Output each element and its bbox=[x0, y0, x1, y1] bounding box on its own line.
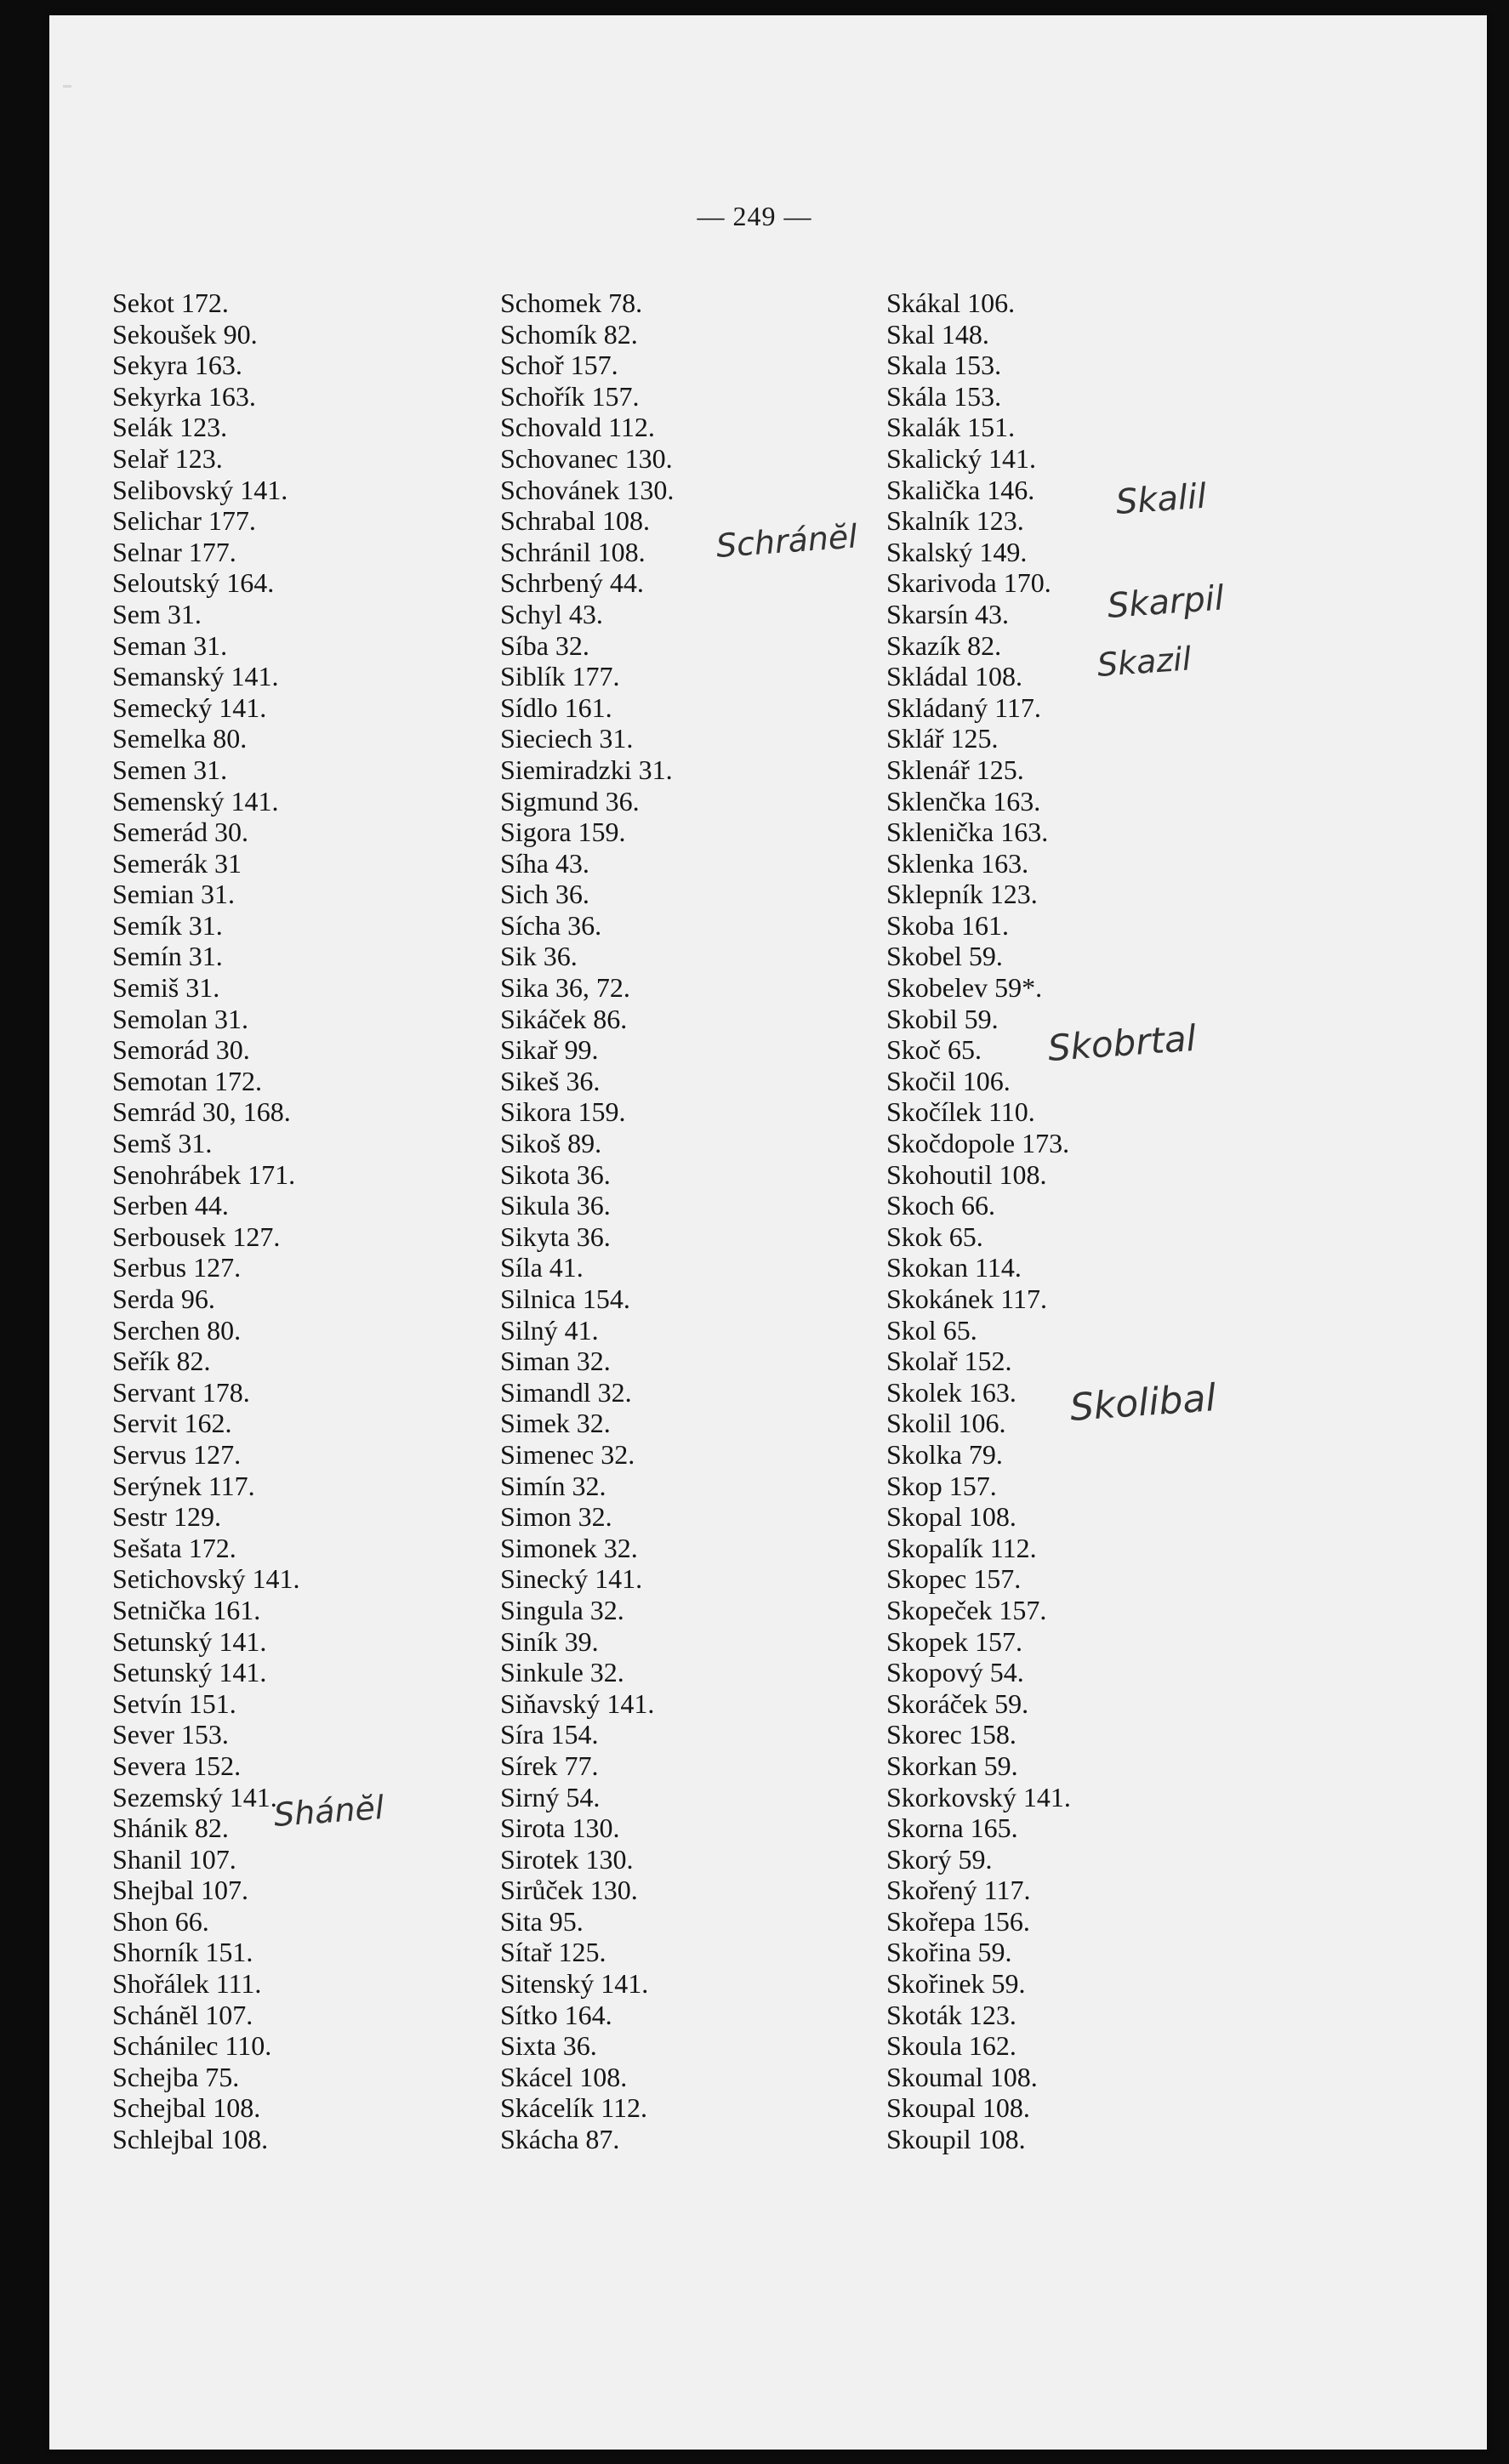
surname-entry: Skoula 162. bbox=[886, 2030, 1016, 2062]
surname-entry: Setvín 151. bbox=[112, 1687, 236, 1719]
surname-entry: Sikula 36. bbox=[500, 1190, 611, 1221]
surname-entry: Skořina 59. bbox=[886, 1937, 1012, 1968]
surname-entry: Simín 32. bbox=[500, 1470, 606, 1501]
surname-entry: Sich 36. bbox=[500, 879, 589, 910]
surname-entry: Shejbal 107. bbox=[112, 1875, 248, 1906]
surname-entry: Simenec 32. bbox=[500, 1438, 635, 1470]
surname-entry: Skorkovský 141. bbox=[886, 1781, 1071, 1812]
handwritten-note-skazil: Skazil bbox=[1096, 640, 1193, 684]
surname-entry: Shanil 107. bbox=[112, 1843, 236, 1875]
surname-entry: Seřík 82. bbox=[112, 1346, 211, 1377]
surname-entry: Schánĕl 107. bbox=[112, 1999, 253, 2030]
surname-entry: Shon 66. bbox=[112, 1905, 209, 1937]
surname-entry: Sika 36, 72. bbox=[500, 972, 630, 1004]
surname-entry: Sieciech 31. bbox=[500, 723, 634, 754]
surname-entry: Silný 41. bbox=[500, 1314, 599, 1346]
surname-entry: Simon 32. bbox=[500, 1501, 612, 1533]
surname-entry: Skorkan 59. bbox=[886, 1750, 1018, 1781]
surname-entry: Sikoš 89. bbox=[500, 1128, 602, 1159]
surname-entry: Sítko 164. bbox=[500, 1999, 612, 2030]
surname-entry: Skokan 114. bbox=[886, 1252, 1022, 1283]
surname-entry: Sinecký 141. bbox=[500, 1563, 643, 1595]
surname-entry: Skopeček 157. bbox=[886, 1594, 1047, 1625]
surname-entry: Skorec 158. bbox=[886, 1719, 1016, 1750]
surname-column-2 bbox=[500, 287, 674, 2155]
surname-entry: Sinkule 32. bbox=[500, 1657, 624, 1688]
surname-entry: Sikař 99. bbox=[500, 1034, 599, 1066]
surname-entry: Shorník 151. bbox=[112, 1937, 253, 1968]
surname-entry: Sírek 77. bbox=[500, 1750, 599, 1781]
surname-entry: Schánilec 110. bbox=[112, 2030, 272, 2062]
handwritten-note-skobrtal: Skobrtal bbox=[1046, 1016, 1198, 1069]
handwritten-note-schranel: Schránĕl bbox=[715, 517, 859, 565]
surname-entry: Sixta 36. bbox=[500, 2030, 597, 2062]
surname-entry: Sikyta 36. bbox=[500, 1221, 611, 1252]
surname-entry: Sklář 125. bbox=[886, 723, 999, 754]
surname-entry: Siemiradzki 31. bbox=[500, 754, 673, 785]
surname-entry: Schyl 43. bbox=[500, 598, 603, 629]
surname-entry: Siblík 177. bbox=[500, 661, 620, 692]
surname-entry: Skočílek 110. bbox=[886, 1096, 1035, 1128]
surname-entry: Semotan 172. bbox=[112, 1065, 262, 1096]
handwritten-note-skolibal: Skolibal bbox=[1068, 1376, 1218, 1430]
surname-entry: Síba 32. bbox=[500, 629, 589, 661]
surname-entry: Sekyra 163. bbox=[112, 350, 242, 381]
surname-entry: Serbousek 127. bbox=[112, 1221, 281, 1252]
surname-entry: Skopový 54. bbox=[886, 1657, 1024, 1688]
surname-entry: Skalník 123. bbox=[886, 505, 1024, 537]
surname-entry: Sikeš 36. bbox=[500, 1065, 601, 1096]
surname-entry: Sícha 36. bbox=[500, 909, 602, 941]
surname-entry: Singula 32. bbox=[500, 1594, 624, 1625]
surname-entry: Sik 36. bbox=[500, 941, 578, 972]
surname-entry: Sirota 130. bbox=[500, 1812, 620, 1844]
surname-entry: Skákal 106. bbox=[886, 287, 1016, 318]
surname-entry: Sever 153. bbox=[112, 1719, 229, 1750]
surname-entry: Sikota 36. bbox=[500, 1158, 611, 1190]
surname-entry: Serda 96. bbox=[112, 1283, 215, 1314]
surname-entry: Selnar 177. bbox=[112, 536, 236, 567]
surname-entry: Severa 152. bbox=[112, 1750, 242, 1781]
surname-entry: Síha 43. bbox=[500, 847, 589, 879]
surname-entry: Simek 32. bbox=[500, 1408, 611, 1439]
surname-entry: Skop 157. bbox=[886, 1470, 997, 1501]
surname-entry: Sekot 172. bbox=[112, 287, 229, 318]
surname-entry: Skořepa 156. bbox=[886, 1905, 1030, 1937]
surname-entry: Setnička 161. bbox=[112, 1594, 261, 1625]
surname-entry: Síla 41. bbox=[500, 1252, 584, 1283]
surname-entry: Selák 123. bbox=[112, 412, 228, 443]
surname-entry: Skarivoda 170. bbox=[886, 567, 1051, 599]
surname-entry: Seman 31. bbox=[112, 629, 228, 661]
surname-entry: Servit 162. bbox=[112, 1408, 232, 1439]
surname-entry: Sešata 172. bbox=[112, 1532, 236, 1563]
surname-entry: Silnica 154. bbox=[500, 1283, 630, 1314]
surname-entry: Skoumal 108. bbox=[886, 2061, 1038, 2092]
surname-entry: Semerád 30. bbox=[112, 817, 248, 848]
surname-entry: Setichovský 141. bbox=[112, 1563, 300, 1595]
surname-entry: Skořinek 59. bbox=[886, 1968, 1026, 2000]
surname-entry: Schrabal 108. bbox=[500, 505, 650, 537]
surname-entry: Schejbal 108. bbox=[112, 2092, 261, 2124]
surname-entry: Skála 153. bbox=[886, 380, 1002, 412]
surname-entry: Skopalík 112. bbox=[886, 1532, 1037, 1563]
surname-entry: Siník 39. bbox=[500, 1625, 599, 1657]
surname-entry: Skorý 59. bbox=[886, 1843, 993, 1875]
surname-entry: Sklenář 125. bbox=[886, 754, 1024, 785]
surname-entry: Semolan 31. bbox=[112, 1003, 248, 1034]
surname-entry: Skolka 79. bbox=[886, 1438, 1003, 1470]
surname-entry: Sirotek 130. bbox=[500, 1843, 634, 1875]
surname-entry: Skácel 108. bbox=[500, 2061, 628, 2092]
surname-entry: Skala 153. bbox=[886, 350, 1002, 381]
surname-entry: Semen 31. bbox=[112, 754, 228, 785]
surname-entry: Schovanec 130. bbox=[500, 442, 673, 474]
surname-entry: Skolař 152. bbox=[886, 1346, 1012, 1377]
surname-entry: Sigmund 36. bbox=[500, 785, 640, 817]
surname-entry: Sita 95. bbox=[500, 1905, 584, 1937]
surname-column-1 bbox=[112, 287, 299, 2155]
surname-entry: Semecký 141. bbox=[112, 691, 267, 723]
surname-entry: Schejba 75. bbox=[112, 2061, 240, 2092]
surname-entry: Semín 31. bbox=[112, 941, 223, 972]
surname-entry: Skazík 82. bbox=[886, 629, 1002, 661]
surname-entry: Schomek 78. bbox=[500, 287, 643, 318]
surname-entry: Skočil 106. bbox=[886, 1065, 1011, 1096]
surname-entry: Simandl 32. bbox=[500, 1376, 632, 1408]
surname-entry: Semrád 30, 168. bbox=[112, 1096, 291, 1128]
surname-entry: Senohrábek 171. bbox=[112, 1158, 296, 1190]
surname-entry: Skoták 123. bbox=[886, 1999, 1016, 2030]
surname-entry: Setunský 141. bbox=[112, 1657, 267, 1688]
surname-entry: Skalák 151. bbox=[886, 412, 1016, 443]
surname-entry: Sklenka 163. bbox=[886, 847, 1029, 879]
surname-entry: Seloutský 164. bbox=[112, 567, 275, 599]
surname-entry: Schrbený 44. bbox=[500, 567, 644, 599]
surname-entry: Sekyrka 163. bbox=[112, 380, 256, 412]
surname-entry: Sigora 159. bbox=[500, 817, 626, 848]
surname-entry: Schomík 82. bbox=[500, 318, 638, 350]
surname-entry: Semian 31. bbox=[112, 879, 235, 910]
surname-entry: Skoba 161. bbox=[886, 909, 1009, 941]
surname-entry: Skohoutil 108. bbox=[886, 1158, 1047, 1190]
surname-entry: Serbus 127. bbox=[112, 1252, 242, 1283]
surname-entry: Skoč 65. bbox=[886, 1034, 982, 1066]
handwritten-note-shanel: Shánĕl bbox=[272, 1789, 385, 1834]
surname-entry: Skoch 66. bbox=[886, 1190, 995, 1221]
surname-entry: Schovald 112. bbox=[500, 412, 655, 443]
surname-entry: Skol 65. bbox=[886, 1314, 977, 1346]
surname-entry: Skalička 146. bbox=[886, 474, 1035, 505]
surname-entry: Shánik 82. bbox=[112, 1812, 229, 1844]
surname-entry: Skácha 87. bbox=[500, 2124, 620, 2155]
surname-entry: Selař 123. bbox=[112, 442, 223, 474]
surname-entry: Schránil 108. bbox=[500, 536, 646, 567]
surname-entry: Simonek 32. bbox=[500, 1532, 638, 1563]
surname-entry: Skalický 141. bbox=[886, 442, 1036, 474]
handwritten-note-skalil: Skalil bbox=[1114, 476, 1208, 522]
surname-entry: Sikora 159. bbox=[500, 1096, 626, 1128]
surname-entry: Skobel 59. bbox=[886, 941, 1003, 972]
surname-entry: Sikáček 86. bbox=[500, 1003, 628, 1034]
surname-entry: Sestr 129. bbox=[112, 1501, 221, 1533]
surname-entry: Servant 178. bbox=[112, 1376, 250, 1408]
surname-entry: Skopek 157. bbox=[886, 1625, 1022, 1657]
surname-entry: Sklenička 163. bbox=[886, 817, 1049, 848]
surname-entry: Semerák 31 bbox=[112, 847, 242, 879]
surname-entry: Skopec 157. bbox=[886, 1563, 1022, 1595]
surname-entry: Selichar 177. bbox=[112, 505, 256, 537]
surname-entry: Sekoušek 90. bbox=[112, 318, 258, 350]
surname-entry: Servus 127. bbox=[112, 1438, 242, 1470]
surname-entry: Skalský 149. bbox=[886, 536, 1028, 567]
surname-entry: Skolil 106. bbox=[886, 1408, 1006, 1439]
surname-entry: Serben 44. bbox=[112, 1190, 229, 1221]
surname-entry: Skoráček 59. bbox=[886, 1687, 1029, 1719]
surname-entry: Sklepník 123. bbox=[886, 879, 1038, 910]
surname-entry: Schovánek 130. bbox=[500, 474, 675, 505]
surname-entry: Skarsín 43. bbox=[886, 598, 1009, 629]
surname-entry: Skok 65. bbox=[886, 1221, 983, 1252]
page-number-header: — 249 — bbox=[697, 201, 812, 231]
surname-entry: Serýnek 117. bbox=[112, 1470, 255, 1501]
surname-entry: Schořík 157. bbox=[500, 380, 640, 412]
page-edge-mark bbox=[63, 85, 71, 88]
surname-entry: Skorna 165. bbox=[886, 1812, 1018, 1844]
surname-entry: Sídlo 161. bbox=[500, 691, 612, 723]
surname-entry: Skolek 163. bbox=[886, 1376, 1016, 1408]
surname-entry: Semík 31. bbox=[112, 909, 223, 941]
surname-entry: Skládal 108. bbox=[886, 661, 1022, 692]
surname-entry: Semanský 141. bbox=[112, 661, 279, 692]
surname-entry: Skobelev 59*. bbox=[886, 972, 1043, 1004]
handwritten-note-skarpil: Skarpil bbox=[1106, 578, 1226, 626]
surname-entry: Schlejbal 108. bbox=[112, 2124, 269, 2155]
surname-entry: Skopal 108. bbox=[886, 1501, 1016, 1533]
surname-entry: Sezemský 141. bbox=[112, 1781, 277, 1812]
surname-entry: Skoupal 108. bbox=[886, 2092, 1030, 2124]
surname-entry: Sítař 125. bbox=[500, 1937, 606, 1968]
surname-entry: Sklenčka 163. bbox=[886, 785, 1041, 817]
surname-entry: Siňavský 141. bbox=[500, 1687, 655, 1719]
surname-entry: Skokánek 117. bbox=[886, 1283, 1048, 1314]
surname-entry: Skočdopole 173. bbox=[886, 1128, 1070, 1159]
surname-entry: Skácelík 112. bbox=[500, 2092, 647, 2124]
surname-entry: Shořálek 111. bbox=[112, 1968, 262, 2000]
surname-entry: Skořený 117. bbox=[886, 1875, 1031, 1906]
surname-entry: Setunský 141. bbox=[112, 1625, 267, 1657]
surname-entry: Sirný 54. bbox=[500, 1781, 601, 1812]
surname-entry: Skoupil 108. bbox=[886, 2124, 1026, 2155]
surname-entry: Serchen 80. bbox=[112, 1314, 242, 1346]
surname-entry: Sirůček 130. bbox=[500, 1875, 638, 1906]
surname-column-3 bbox=[886, 287, 1071, 2155]
surname-entry: Semenský 141. bbox=[112, 785, 279, 817]
surname-entry: Skal 148. bbox=[886, 318, 989, 350]
surname-entry: Selibovský 141. bbox=[112, 474, 288, 505]
surname-entry: Sem 31. bbox=[112, 598, 202, 629]
surname-entry: Semorád 30. bbox=[112, 1034, 250, 1066]
surname-entry: Semiš 31. bbox=[112, 972, 220, 1004]
surname-entry: Sitenský 141. bbox=[500, 1968, 649, 2000]
surname-entry: Semš 31. bbox=[112, 1128, 213, 1159]
surname-entry: Siman 32. bbox=[500, 1346, 611, 1377]
surname-entry: Schoř 157. bbox=[500, 350, 618, 381]
surname-entry: Síra 154. bbox=[500, 1719, 599, 1750]
surname-entry: Skládaný 117. bbox=[886, 691, 1041, 723]
surname-entry: Skobil 59. bbox=[886, 1003, 999, 1034]
surname-entry: Semelka 80. bbox=[112, 723, 248, 754]
